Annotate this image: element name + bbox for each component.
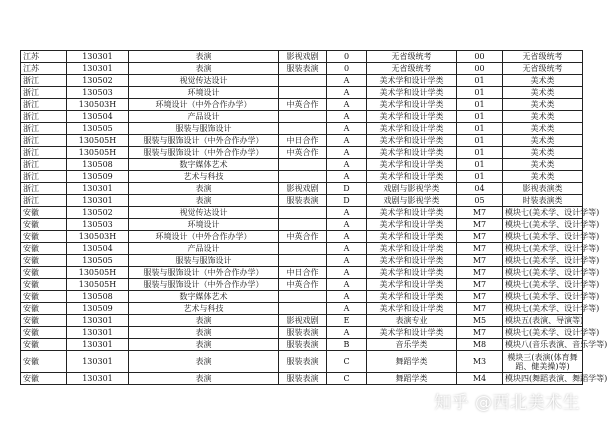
province-cell: 江苏 — [21, 51, 67, 63]
province-cell: 安徽 — [21, 231, 67, 243]
category-name-cell: 美术学和设计学类 — [367, 327, 457, 339]
category-code-cell: A — [327, 159, 367, 171]
category-code-cell: A — [327, 279, 367, 291]
province-cell: 浙江 — [21, 183, 67, 195]
province-cell: 浙江 — [21, 171, 67, 183]
major-name-cell: 服装与服饰设计 — [129, 255, 279, 267]
module-name-cell: 模块八(音乐表演、音乐学等) — [503, 339, 583, 351]
category-code-cell: A — [327, 135, 367, 147]
category-name-cell: 美术学和设计学类 — [367, 147, 457, 159]
category-name-cell: 美术学和设计学类 — [367, 303, 457, 315]
module-name-cell: 模块七(美术学、设计学等) — [503, 327, 583, 339]
major-code-cell: 130301 — [67, 51, 129, 63]
major-code-cell: 130301 — [67, 351, 129, 373]
category-code-cell: E — [327, 315, 367, 327]
direction-cell: 中日合作 — [279, 267, 327, 279]
direction-cell: 服装表演 — [279, 351, 327, 373]
table-row — [21, 99, 583, 111]
major-name-cell: 表演 — [129, 339, 279, 351]
major-code-cell: 130301 — [67, 373, 129, 385]
category-name-cell: 美术学和设计学类 — [367, 75, 457, 87]
category-name-cell: 美术学和设计学类 — [367, 171, 457, 183]
table-row — [21, 255, 583, 267]
module-code-cell: 01 — [457, 111, 503, 123]
table-row — [21, 351, 583, 373]
major-code-cell: 130509 — [67, 171, 129, 183]
category-name-cell: 美术学和设计学类 — [367, 123, 457, 135]
direction-cell — [279, 111, 327, 123]
direction-cell: 中英合作 — [279, 231, 327, 243]
module-code-cell: 01 — [457, 99, 503, 111]
direction-cell — [279, 123, 327, 135]
category-name-cell: 美术学和设计学类 — [367, 99, 457, 111]
direction-cell — [279, 159, 327, 171]
module-code-cell: 00 — [457, 51, 503, 63]
category-code-cell: A — [327, 123, 367, 135]
table-row — [21, 267, 583, 279]
table-row — [21, 219, 583, 231]
category-name-cell: 表演专业 — [367, 315, 457, 327]
table-row — [21, 63, 583, 75]
table-row — [21, 87, 583, 99]
module-name-cell: 影视表演类 — [503, 183, 583, 195]
major-code-cell: 130508 — [67, 291, 129, 303]
direction-cell — [279, 255, 327, 267]
direction-cell: 服装表演 — [279, 339, 327, 351]
direction-cell — [279, 75, 327, 87]
module-name-cell: 模块七(美术学、设计学等) — [503, 279, 583, 291]
major-name-cell: 艺术与科技 — [129, 303, 279, 315]
major-name-cell: 环境设计（中外合作办学） — [129, 99, 279, 111]
module-name-cell: 模块三(表演(体育舞蹈、健美操)等) — [503, 351, 583, 373]
module-name-cell: 模块四(舞蹈表演、舞蹈学等) — [503, 373, 583, 385]
province-cell: 浙江 — [21, 123, 67, 135]
admission-table — [20, 50, 607, 385]
direction-cell — [279, 87, 327, 99]
module-code-cell: M7 — [457, 279, 503, 291]
module-code-cell: M7 — [457, 291, 503, 303]
module-name-cell: 模块七(美术学、设计学等) — [503, 303, 583, 315]
province-cell: 安徽 — [21, 243, 67, 255]
province-cell: 安徽 — [21, 303, 67, 315]
category-code-cell: 0 — [327, 63, 367, 75]
module-code-cell: 01 — [457, 87, 503, 99]
module-code-cell: M8 — [457, 339, 503, 351]
province-cell: 浙江 — [21, 147, 67, 159]
province-cell: 安徽 — [21, 315, 67, 327]
major-name-cell: 数字媒体艺术 — [129, 291, 279, 303]
module-name-cell: 时装表演类 — [503, 195, 583, 207]
direction-cell: 中日合作 — [279, 135, 327, 147]
major-name-cell: 产品设计 — [129, 243, 279, 255]
module-name-cell: 模块七(美术学、设计学等) — [503, 291, 583, 303]
province-cell: 安徽 — [21, 279, 67, 291]
major-name-cell: 表演 — [129, 195, 279, 207]
category-name-cell: 音乐学类 — [367, 339, 457, 351]
category-name-cell: 舞蹈学类 — [367, 373, 457, 385]
category-code-cell: A — [327, 327, 367, 339]
category-code-cell: A — [327, 207, 367, 219]
province-cell: 安徽 — [21, 351, 67, 373]
category-code-cell: A — [327, 291, 367, 303]
module-name-cell: 美术类 — [503, 99, 583, 111]
table-row — [21, 159, 583, 171]
category-code-cell: A — [327, 219, 367, 231]
major-name-cell: 表演 — [129, 327, 279, 339]
table-row — [21, 243, 583, 255]
category-code-cell: A — [327, 171, 367, 183]
major-code-cell: 130503 — [67, 219, 129, 231]
module-code-cell: 00 — [457, 63, 503, 75]
module-name-cell: 无省级统考 — [503, 51, 583, 63]
module-name-cell: 模块七(美术学、设计学等) — [503, 231, 583, 243]
major-code-cell: 130508 — [67, 159, 129, 171]
category-code-cell: A — [327, 147, 367, 159]
module-name-cell: 美术类 — [503, 171, 583, 183]
direction-cell: 中英合作 — [279, 279, 327, 291]
major-name-cell: 服装与服饰设计（中外合作办学） — [129, 267, 279, 279]
table-row — [21, 183, 583, 195]
category-name-cell: 美术学和设计学类 — [367, 87, 457, 99]
table-row — [21, 315, 583, 327]
category-code-cell: C — [327, 373, 367, 385]
table-row — [21, 291, 583, 303]
table-row — [21, 231, 583, 243]
category-name-cell: 美术学和设计学类 — [367, 159, 457, 171]
major-code-cell: 130505H — [67, 147, 129, 159]
module-code-cell: 01 — [457, 159, 503, 171]
major-name-cell: 服装与服饰设计 — [129, 123, 279, 135]
module-code-cell: M7 — [457, 255, 503, 267]
direction-cell — [279, 219, 327, 231]
major-name-cell: 服装与服饰设计（中外合作办学） — [129, 147, 279, 159]
module-name-cell: 无省级统考 — [503, 63, 583, 75]
module-code-cell: M3 — [457, 351, 503, 373]
major-code-cell: 130505H — [67, 267, 129, 279]
province-cell: 浙江 — [21, 99, 67, 111]
module-code-cell: M7 — [457, 303, 503, 315]
category-code-cell: A — [327, 267, 367, 279]
direction-cell: 影视戏剧 — [279, 315, 327, 327]
module-code-cell: 01 — [457, 135, 503, 147]
major-code-cell: 130503H — [67, 99, 129, 111]
category-name-cell: 美术学和设计学类 — [367, 135, 457, 147]
major-name-cell: 产品设计 — [129, 111, 279, 123]
module-code-cell: M7 — [457, 231, 503, 243]
table-row — [21, 171, 583, 183]
module-name-cell: 美术类 — [503, 123, 583, 135]
direction-cell: 服装表演 — [279, 195, 327, 207]
module-code-cell: M7 — [457, 243, 503, 255]
major-name-cell: 环境设计（中外合作办学） — [129, 231, 279, 243]
major-code-cell: 130301 — [67, 183, 129, 195]
major-code-cell: 130504 — [67, 111, 129, 123]
module-code-cell: 01 — [457, 147, 503, 159]
major-name-cell: 环境设计 — [129, 219, 279, 231]
category-code-cell: D — [327, 195, 367, 207]
category-name-cell: 戏剧与影视学类 — [367, 183, 457, 195]
major-code-cell: 130505 — [67, 123, 129, 135]
category-code-cell: A — [327, 87, 367, 99]
direction-cell: 影视戏剧 — [279, 183, 327, 195]
category-name-cell: 美术学和设计学类 — [367, 219, 457, 231]
direction-cell: 影视戏剧 — [279, 51, 327, 63]
major-name-cell: 表演 — [129, 51, 279, 63]
table-row — [21, 279, 583, 291]
major-code-cell: 130505H — [67, 279, 129, 291]
module-name-cell: 模块七(美术学、设计学等) — [503, 207, 583, 219]
table-row — [21, 147, 583, 159]
direction-cell: 服装表演 — [279, 327, 327, 339]
major-name-cell: 服装与服饰设计（中外合作办学） — [129, 135, 279, 147]
table-row — [21, 75, 583, 87]
direction-cell — [279, 303, 327, 315]
table-row — [21, 339, 583, 351]
category-code-cell: 0 — [327, 51, 367, 63]
major-code-cell: 130503H — [67, 231, 129, 243]
direction-cell — [279, 291, 327, 303]
category-name-cell: 戏剧与影视学类 — [367, 195, 457, 207]
module-name-cell: 模块七(美术学、设计学等) — [503, 243, 583, 255]
major-code-cell: 130502 — [67, 75, 129, 87]
category-code-cell: D — [327, 183, 367, 195]
table-row — [21, 373, 583, 385]
category-name-cell: 舞蹈学类 — [367, 351, 457, 373]
category-name-cell: 美术学和设计学类 — [367, 243, 457, 255]
table-row — [21, 123, 583, 135]
module-name-cell: 美术类 — [503, 159, 583, 171]
category-name-cell: 美术学和设计学类 — [367, 255, 457, 267]
module-code-cell: M4 — [457, 373, 503, 385]
category-code-cell: A — [327, 243, 367, 255]
module-name-cell: 美术类 — [503, 135, 583, 147]
module-name-cell: 模块七(美术学、设计学等) — [503, 219, 583, 231]
module-name-cell: 模块七(美术学、设计学等) — [503, 267, 583, 279]
table-row — [21, 195, 583, 207]
category-code-cell: A — [327, 99, 367, 111]
direction-cell: 中英合作 — [279, 147, 327, 159]
major-code-cell: 130301 — [67, 327, 129, 339]
province-cell: 安徽 — [21, 291, 67, 303]
major-name-cell: 视觉传达设计 — [129, 207, 279, 219]
major-name-cell: 视觉传达设计 — [129, 75, 279, 87]
major-code-cell: 130505 — [67, 255, 129, 267]
category-name-cell: 无省级统考 — [367, 63, 457, 75]
major-name-cell: 数字媒体艺术 — [129, 159, 279, 171]
table-row — [21, 303, 583, 315]
direction-cell: 服装表演 — [279, 373, 327, 385]
category-code-cell: B — [327, 339, 367, 351]
province-cell: 安徽 — [21, 207, 67, 219]
module-code-cell: M7 — [457, 219, 503, 231]
province-cell: 浙江 — [21, 87, 67, 99]
province-cell: 浙江 — [21, 75, 67, 87]
category-code-cell: A — [327, 111, 367, 123]
module-name-cell: 模块五(表演、导演等) — [503, 315, 583, 327]
module-name-cell: 美术类 — [503, 87, 583, 99]
province-cell: 安徽 — [21, 339, 67, 351]
province-cell: 安徽 — [21, 219, 67, 231]
watermark: 知乎 @西北美术生 — [434, 393, 580, 413]
major-code-cell: 130502 — [67, 207, 129, 219]
table-row — [21, 327, 583, 339]
major-name-cell: 表演 — [129, 373, 279, 385]
table-row — [21, 51, 583, 63]
province-cell: 安徽 — [21, 255, 67, 267]
major-code-cell: 130504 — [67, 243, 129, 255]
direction-cell — [279, 207, 327, 219]
module-name-cell: 美术类 — [503, 147, 583, 159]
major-code-cell: 130301 — [67, 339, 129, 351]
module-code-cell: M7 — [457, 207, 503, 219]
category-name-cell: 美术学和设计学类 — [367, 111, 457, 123]
major-name-cell: 表演 — [129, 351, 279, 373]
category-code-cell: A — [327, 303, 367, 315]
province-cell: 浙江 — [21, 195, 67, 207]
major-code-cell: 130509 — [67, 303, 129, 315]
category-name-cell: 美术学和设计学类 — [367, 279, 457, 291]
module-code-cell: M7 — [457, 267, 503, 279]
category-name-cell: 无省级统考 — [367, 51, 457, 63]
major-name-cell: 环境设计 — [129, 87, 279, 99]
module-code-cell: 04 — [457, 183, 503, 195]
table-body — [21, 51, 607, 385]
table-row — [21, 135, 583, 147]
major-code-cell: 130301 — [67, 315, 129, 327]
category-code-cell: C — [327, 351, 367, 373]
province-cell: 浙江 — [21, 159, 67, 171]
category-code-cell: A — [327, 231, 367, 243]
major-name-cell: 服装与服饰设计（中外合作办学） — [129, 279, 279, 291]
module-code-cell: M5 — [457, 315, 503, 327]
module-name-cell: 模块七(美术学、设计学等) — [503, 255, 583, 267]
direction-cell — [279, 243, 327, 255]
major-code-cell: 130505H — [67, 135, 129, 147]
category-code-cell: A — [327, 255, 367, 267]
direction-cell: 服装表演 — [279, 63, 327, 75]
module-code-cell: 05 — [457, 195, 503, 207]
category-name-cell: 美术学和设计学类 — [367, 291, 457, 303]
category-name-cell: 美术学和设计学类 — [367, 207, 457, 219]
category-name-cell: 美术学和设计学类 — [367, 267, 457, 279]
category-code-cell: A — [327, 75, 367, 87]
major-name-cell: 表演 — [129, 315, 279, 327]
major-name-cell: 表演 — [129, 63, 279, 75]
major-name-cell: 艺术与科技 — [129, 171, 279, 183]
module-code-cell: M7 — [457, 327, 503, 339]
major-name-cell: 表演 — [129, 183, 279, 195]
province-cell: 安徽 — [21, 267, 67, 279]
major-code-cell: 130503 — [67, 87, 129, 99]
major-code-cell: 130301 — [67, 195, 129, 207]
module-name-cell: 美术类 — [503, 111, 583, 123]
province-cell: 浙江 — [21, 111, 67, 123]
module-code-cell: 01 — [457, 123, 503, 135]
module-code-cell: 01 — [457, 171, 503, 183]
province-cell: 浙江 — [21, 135, 67, 147]
province-cell: 安徽 — [21, 373, 67, 385]
category-name-cell: 美术学和设计学类 — [367, 231, 457, 243]
direction-cell — [279, 171, 327, 183]
module-name-cell: 美术类 — [503, 75, 583, 87]
module-code-cell: 01 — [457, 75, 503, 87]
major-code-cell: 130301 — [67, 63, 129, 75]
table-row — [21, 207, 583, 219]
direction-cell: 中英合作 — [279, 99, 327, 111]
table-row — [21, 111, 583, 123]
province-cell: 安徽 — [21, 327, 67, 339]
province-cell: 江苏 — [21, 63, 67, 75]
